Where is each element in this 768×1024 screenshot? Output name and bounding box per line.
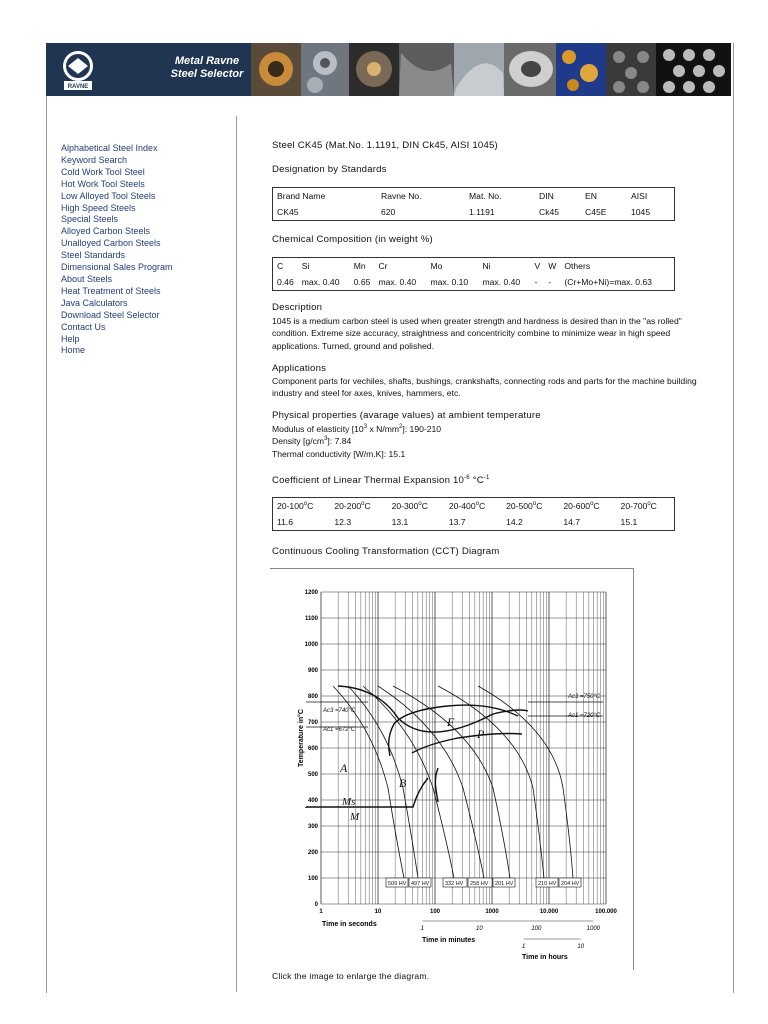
- phase-label-f: F: [447, 715, 455, 729]
- y-tick-label: 500: [307, 772, 318, 778]
- table-cell: max. 0.40: [482, 277, 521, 287]
- range-value: 20-500: [506, 501, 533, 511]
- density-line: [272, 435, 702, 447]
- sidebar-item-heat-treatment-of-steels[interactable]: Heat Treatment of Steels: [61, 285, 161, 296]
- unit: C: [421, 501, 428, 511]
- y-tick-label: 0: [314, 902, 318, 908]
- x-seconds-tick-label: 100: [429, 909, 441, 915]
- modulus-exp: 3: [363, 424, 368, 431]
- unit: C: [478, 501, 486, 511]
- sidebar-item-steel-standards[interactable]: Steel Standards: [61, 250, 126, 261]
- temp-label-ac3-right: Ac3 =750°C: [568, 694, 601, 700]
- degree-mark: o: [303, 501, 308, 508]
- degree-mark: o: [475, 501, 479, 508]
- table-header-cell: EN: [585, 191, 597, 201]
- cct-heading: Continuous Cooling Transformation (CCT) Diagram: [272, 546, 500, 557]
- table-cell: 13.7: [448, 517, 466, 527]
- table-cell: 0.46: [277, 277, 294, 287]
- applications-text: Component parts for vechiles, shafts, bushings, crankshafts, connecting rods and parts for the machine building industry and steel for axes, knives, hammers, etc.: [272, 376, 697, 399]
- table-header-cell: Ni: [482, 261, 491, 271]
- table-header-cell: [388, 498, 445, 515]
- range-value: 20-600: [563, 501, 591, 511]
- x-seconds-tick-label: 10: [374, 909, 382, 915]
- phase-label-b: B: [399, 776, 407, 790]
- table-cell: max. 0.40: [378, 277, 417, 287]
- hardness-label: 201 HV: [495, 881, 514, 887]
- table-cell: max. 0.40: [301, 277, 340, 287]
- footer-note: Click the image to enlarge the diagram.: [272, 971, 430, 981]
- unit: C: [307, 501, 314, 511]
- x-hours-tick-label: 10: [577, 944, 585, 950]
- chemical-table: [272, 257, 675, 291]
- designation-table: [272, 187, 675, 221]
- table-cell: max. 0.10: [430, 277, 469, 287]
- table-cell: CK45: [277, 207, 299, 217]
- cct-y-ticks: [305, 590, 319, 908]
- table-cell: 15.1: [620, 517, 638, 527]
- table-cell: 13.1: [391, 517, 409, 527]
- sidebar-item-keyword-search[interactable]: Keyword Search: [61, 154, 128, 165]
- hardness-label: 509 HV: [388, 881, 407, 887]
- table-header-cell: [502, 498, 559, 515]
- sidebar-nav: [61, 143, 231, 357]
- table-header-cell: [330, 498, 387, 515]
- steel-title: Steel CK45 (Mat.No. 1.1191, DIN Ck45, AISI 1045): [272, 140, 498, 151]
- range-value: 20-700: [620, 501, 648, 511]
- y-tick-label: 900: [307, 668, 318, 674]
- sidebar-item-low-alloyed-tool-steels[interactable]: Low Alloyed Tool Steels: [61, 190, 156, 201]
- modulus-value: ]: 190-210: [402, 424, 442, 434]
- temp-label-ac1-left: Ac1 =672°C: [323, 727, 356, 733]
- physical-properties: [272, 423, 702, 460]
- x-seconds-tick-label: 1000: [485, 909, 499, 915]
- modulus-label: Modulus of elasticity [10: [272, 424, 364, 434]
- unit: C: [364, 501, 371, 511]
- density-label: Density [g/cm: [272, 436, 325, 447]
- sidebar-item-java-calculators[interactable]: Java Calculators: [61, 297, 128, 308]
- table-header-cell: Cr: [378, 261, 388, 271]
- table-cell: 1.1191: [469, 207, 495, 217]
- table-header-cell: W: [548, 261, 557, 271]
- chemical-heading: Chemical Composition (in weight %): [272, 234, 433, 245]
- table-cell: 1045: [631, 207, 651, 217]
- sidebar-item-download-steel-selector[interactable]: Download Steel Selector: [61, 309, 160, 320]
- y-tick-label: 1000: [304, 642, 318, 648]
- range-value: 20-100: [277, 501, 304, 511]
- table-header-cell: [445, 498, 502, 515]
- table-cell: Ck45: [539, 207, 560, 217]
- y-tick-label: 700: [307, 720, 318, 726]
- brand-line-2: Steel Selector: [170, 68, 244, 80]
- cct-x-seconds-label: Time in seconds: [322, 921, 377, 928]
- table-cell: -: [534, 277, 538, 287]
- cct-grid: [321, 592, 606, 904]
- sidebar-item-alphabetical-steel-index[interactable]: Alphabetical Steel Index: [61, 143, 158, 153]
- x-minutes-tick-label: 1000: [586, 926, 601, 932]
- table-header-cell: V: [534, 261, 541, 271]
- site-banner: [46, 43, 731, 96]
- phase-label-a: A: [340, 761, 348, 775]
- degree-mark: o: [532, 501, 537, 508]
- y-tick-label: 1200: [304, 590, 318, 596]
- temp-label-ac1-right: Ac1 =720°C: [568, 713, 601, 719]
- sidebar-item-about-steels[interactable]: About Steels: [61, 273, 113, 284]
- expansion-table: [272, 497, 675, 531]
- table-cell: 11.6: [277, 517, 294, 527]
- y-tick-label: 1100: [304, 616, 318, 622]
- unit: C: [650, 501, 657, 511]
- degree-mark: o: [647, 501, 651, 508]
- table-cell: (Cr+Mo+Ni)=max. 0.63: [564, 277, 652, 287]
- y-tick-label: 800: [307, 694, 318, 700]
- range-value: 20-300: [391, 501, 419, 511]
- content-divider: [236, 116, 237, 992]
- hardness-label: 210 HV: [538, 881, 557, 887]
- sidebar-item-unalloyed-carbon-steels[interactable]: Unalloyed Carbon Steels: [61, 238, 161, 249]
- y-tick-label: 100: [307, 876, 318, 882]
- hardness-label: 497 HV: [411, 881, 430, 887]
- sidebar-item-home[interactable]: Home: [61, 345, 86, 356]
- table-row: [273, 498, 675, 515]
- hardness-label: 204 HV: [561, 881, 580, 887]
- table-cell: 14.7: [563, 517, 581, 527]
- description-text: 1045 is a medium carbon steel is used when greater strength and hardness is desired than in the "as rolled" condition. Extreme size accuracy, straightness and concentricity combine to minimize wear in high speed applications. Turned, ground and polished.: [272, 316, 682, 351]
- hardness-label: 332 HV: [445, 881, 464, 887]
- table-row: [273, 274, 675, 291]
- sidebar-item-special-steels[interactable]: Special Steels: [61, 214, 119, 225]
- sidebar-item-hot-work-tool-steels[interactable]: Hot Work Tool Steels: [61, 178, 145, 189]
- y-tick-label: 400: [307, 798, 318, 804]
- table-cell: -: [548, 277, 552, 287]
- y-tick-label: 200: [307, 850, 318, 856]
- table-cell: 12.3: [334, 517, 352, 527]
- modulus-exp2: 2: [399, 424, 403, 431]
- expansion-heading-exp2: -1: [483, 474, 490, 481]
- phase-label-ms: Ms: [342, 796, 356, 808]
- degree-mark: o: [361, 501, 365, 508]
- modulus-mid: x N/mm: [367, 424, 400, 434]
- description-heading: Description: [272, 302, 323, 313]
- table-header-cell: Si: [301, 261, 310, 271]
- table-header-cell: [559, 498, 616, 515]
- sidebar-item-contact-us[interactable]: Contact Us: [61, 321, 106, 332]
- cct-diagram[interactable]: [278, 578, 628, 966]
- table-header-cell: Brand Name: [277, 191, 326, 201]
- expansion-heading: [272, 475, 490, 486]
- table-header-cell: [273, 498, 331, 515]
- x-minutes-tick-label: 1: [420, 926, 425, 932]
- sidebar-item-cold-work-tool-steel[interactable]: Cold Work Tool Steel: [61, 166, 145, 177]
- table-header-cell: DIN: [539, 191, 554, 201]
- unit: C: [593, 501, 600, 511]
- table-row: [273, 188, 675, 205]
- bainite-finish-curve: [435, 768, 438, 802]
- sidebar-item-high-speed-steels[interactable]: High Speed Steels: [61, 202, 136, 213]
- table-cell: C45E: [585, 207, 607, 217]
- cct-y-axis-label: Temperature in°C: [298, 709, 305, 767]
- brand-line-1: Metal Ravne: [174, 55, 240, 67]
- density-exp: 3: [324, 436, 328, 443]
- table-header-cell: Mo: [430, 261, 443, 271]
- table-row: [273, 258, 675, 275]
- table-cell: 14.2: [506, 517, 523, 527]
- expansion-heading-mid: °C: [469, 475, 484, 486]
- table-header-cell: Mat. No.: [469, 191, 502, 201]
- cct-x-minutes-label: Time in minutes: [422, 937, 476, 944]
- cooling-curve: [333, 686, 404, 878]
- sidebar-item-help[interactable]: Help: [61, 333, 80, 344]
- x-minutes-tick-label: 100: [531, 926, 542, 932]
- expansion-heading-text: Coefficient of Linear Thermal Expansion 10: [272, 475, 465, 486]
- table-header-cell: Mn: [353, 261, 366, 271]
- temp-label-ac3-left: Ac3 =740°C: [323, 708, 356, 714]
- x-hours-tick-label: 1: [522, 944, 526, 950]
- physical-heading: Physical properties (avarage values) at ambient temperature: [272, 410, 541, 421]
- y-tick-label: 600: [307, 746, 318, 752]
- cct-curves: [306, 686, 528, 808]
- cct-x-hours-label: Time in hours: [522, 954, 568, 961]
- unit: C: [536, 501, 543, 511]
- density-value: ]: 7.84: [327, 436, 352, 447]
- cct-hardness-labels: [386, 878, 581, 887]
- table-header-cell: Ravne No.: [381, 191, 422, 201]
- y-tick-label: 300: [307, 824, 318, 830]
- sidebar-item-alloyed-carbon-steels[interactable]: Alloyed Carbon Steels: [61, 226, 151, 237]
- table-header-cell: C: [277, 261, 284, 271]
- table-header-cell: [617, 498, 675, 515]
- logo-text: RAVNE: [67, 84, 89, 90]
- table-header-cell: Others: [564, 261, 591, 271]
- range-value: 20-400: [448, 501, 476, 511]
- x-seconds-tick-label: 10.000: [539, 909, 559, 915]
- table-row: [273, 204, 675, 221]
- table-cell: 0.65: [353, 277, 371, 287]
- table-header-cell: AISI: [631, 191, 648, 201]
- designation-heading: Designation by Standards: [272, 164, 387, 175]
- table-cell: 620: [381, 207, 396, 217]
- x-minutes-tick-label: 10: [476, 926, 483, 932]
- modulus-line: [272, 423, 702, 435]
- hardness-label: 258 HV: [470, 881, 489, 887]
- sidebar-item-dimensional-sales-program[interactable]: Dimensional Sales Program: [61, 262, 173, 273]
- degree-mark: o: [590, 501, 594, 508]
- banner-photo-strip: [251, 43, 731, 96]
- x-seconds-tick-label: 1: [319, 909, 323, 915]
- metal-ravne-logo[interactable]: [58, 49, 98, 91]
- expansion-heading-exp1: -6: [464, 474, 470, 481]
- degree-mark: o: [418, 501, 422, 508]
- range-value: 20-200: [334, 501, 362, 511]
- ms-line: [306, 778, 428, 807]
- thermal-line: Thermal conductivity [W/m.K]: 15.1: [272, 448, 406, 459]
- x-seconds-tick-label: 100.000: [595, 909, 617, 915]
- table-row: [273, 514, 675, 531]
- phase-label-p: P: [477, 727, 485, 741]
- phase-label-m: M: [350, 811, 360, 823]
- applications-heading: Applications: [272, 363, 327, 374]
